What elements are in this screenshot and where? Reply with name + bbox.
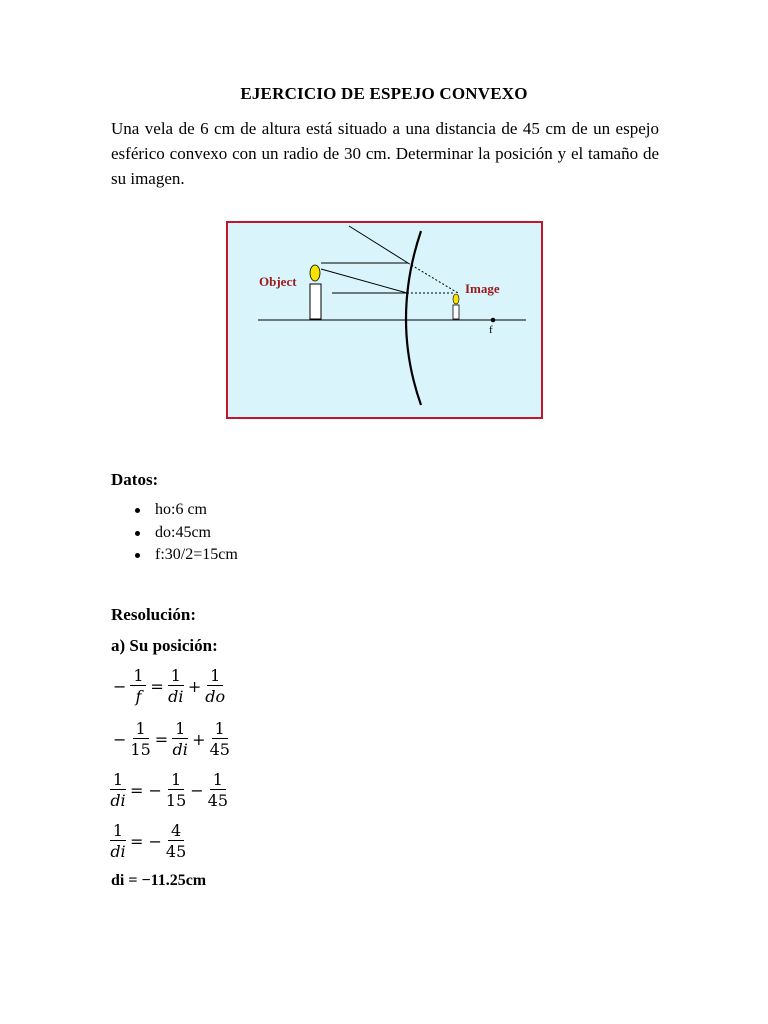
resolucion-heading: Resolución: xyxy=(111,605,196,624)
equation-1 xyxy=(111,667,227,706)
focal-label: f xyxy=(489,324,493,336)
result-di: di = −11.25cm xyxy=(111,872,207,889)
numerator: 1 xyxy=(172,720,188,739)
denominator: di xyxy=(110,842,126,861)
plus-sign: + xyxy=(192,730,206,749)
numerator: 1 xyxy=(207,667,223,686)
denominator: 15 xyxy=(130,740,151,759)
fraction-1-over-do xyxy=(205,667,225,706)
numerator: 1 xyxy=(133,720,149,739)
list-item: ho:6 cm xyxy=(111,499,238,522)
denominator: di xyxy=(168,687,184,706)
fraction-1-over-di xyxy=(168,667,184,706)
denominator: 45 xyxy=(209,740,230,759)
denominator: f xyxy=(135,687,142,706)
image-flame xyxy=(453,294,459,304)
fraction-1-over-di xyxy=(110,771,126,810)
denominator: 15 xyxy=(165,791,187,810)
fraction-1-over-di xyxy=(172,720,188,759)
numerator: 1 xyxy=(110,822,126,841)
plus-sign: + xyxy=(187,677,202,696)
part-a-heading: a) Su posición: xyxy=(111,636,218,655)
fraction-4-over-45 xyxy=(166,822,186,861)
numerator: 4 xyxy=(168,822,184,841)
convex-mirror-diagram xyxy=(226,221,543,419)
numerator: 1 xyxy=(212,720,228,739)
object-label: Object xyxy=(259,274,297,289)
denominator: 45 xyxy=(165,842,187,861)
minus-sign: − xyxy=(113,730,127,749)
equation-3 xyxy=(108,771,230,810)
numerator: 1 xyxy=(168,667,184,686)
numerator: 1 xyxy=(110,771,126,790)
fraction-1-over-45 xyxy=(210,720,230,759)
problem-statement: Una vela de 6 cm de altura está situado a una distancia de 45 cm de un espejo esférico convexo con un radio de 30 cm. Determinar la posición y el tamaño de su imagen. xyxy=(111,119,659,188)
equation-4 xyxy=(108,822,188,861)
numerator: 1 xyxy=(130,667,146,686)
list-item: f:30/2=15cm xyxy=(111,544,238,567)
fraction-1-over-15 xyxy=(130,720,150,759)
datos-heading: Datos: xyxy=(111,470,159,489)
object-flame xyxy=(310,265,320,281)
fraction-1-over-di xyxy=(110,822,126,861)
minus-sign: − xyxy=(190,781,204,800)
numerator: 1 xyxy=(210,771,226,790)
equals-sign: = xyxy=(154,730,169,749)
equation-2 xyxy=(111,720,232,759)
fraction-1-over-f xyxy=(130,667,146,706)
page-title: EJERCICIO DE ESPEJO CONVEXO xyxy=(240,84,528,103)
list-item: do:45cm xyxy=(111,522,238,545)
denominator: 45 xyxy=(207,791,229,810)
focal-point xyxy=(491,318,496,323)
denominator: do xyxy=(205,687,226,706)
image-candle xyxy=(453,305,459,319)
numerator: 1 xyxy=(168,771,184,790)
denominator: di xyxy=(172,740,188,759)
equals-minus: = − xyxy=(130,832,162,851)
datos-list xyxy=(111,499,238,567)
object-candle xyxy=(310,284,321,319)
image-label: Image xyxy=(465,281,500,296)
minus-sign: − xyxy=(113,677,127,696)
equals-sign: = xyxy=(150,677,164,696)
fraction-1-over-15 xyxy=(166,771,186,810)
fraction-1-over-45 xyxy=(208,771,228,810)
equals-minus: = − xyxy=(130,781,162,800)
denominator: di xyxy=(110,791,126,810)
